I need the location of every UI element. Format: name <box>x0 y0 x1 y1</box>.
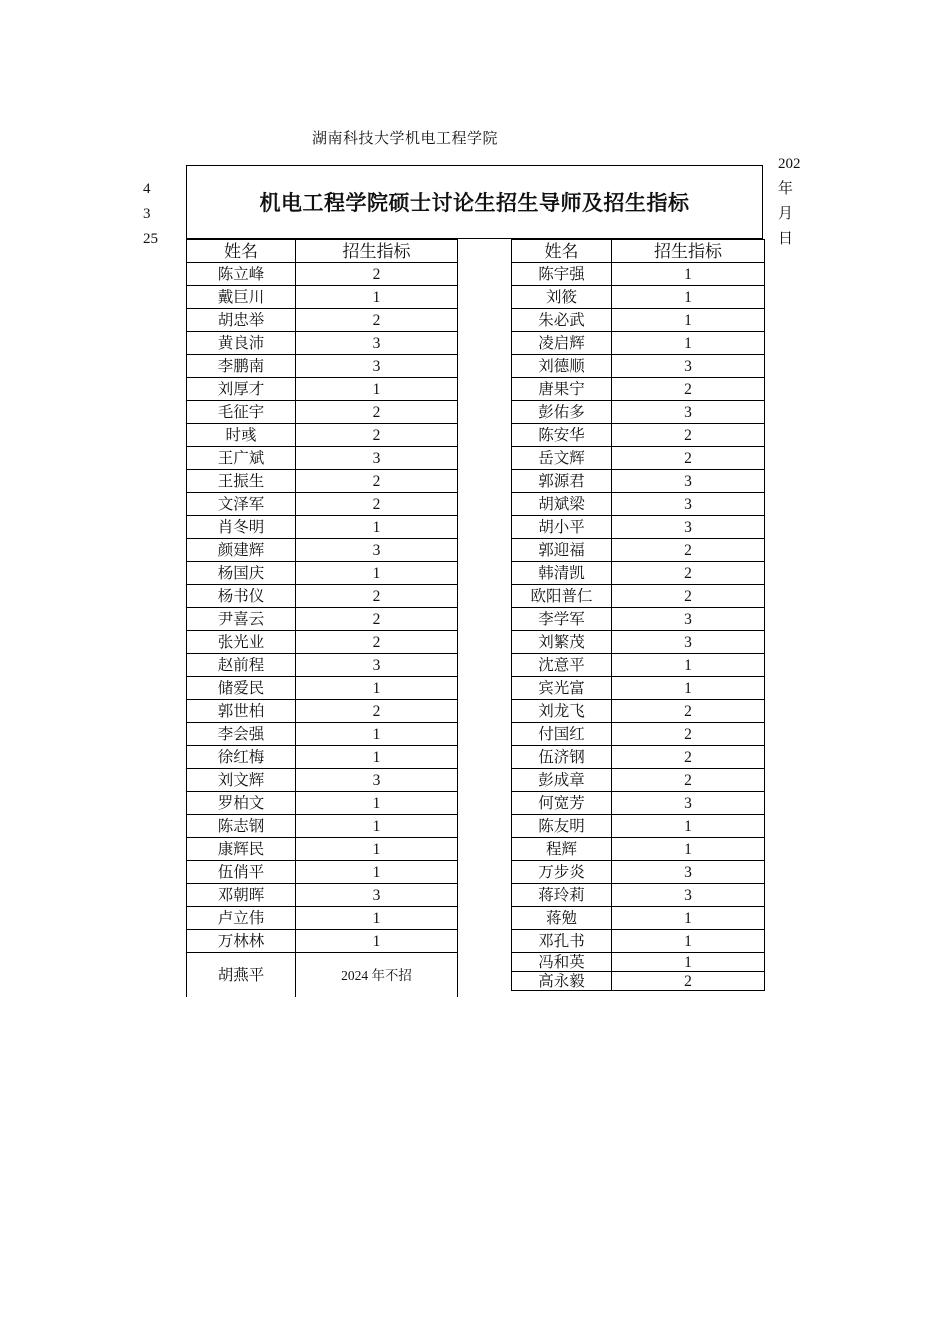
supervisor-name: 李会强 <box>187 723 296 746</box>
table-row <box>512 424 765 447</box>
enrollment-quota: 2 <box>296 700 458 723</box>
date-fragment-right <box>778 152 801 252</box>
left-table-body <box>187 263 458 998</box>
table-row <box>512 286 765 309</box>
table-row <box>512 700 765 723</box>
table-row <box>512 562 765 585</box>
document-title: 机电工程学院硕士讨论生招生导师及招生指标 <box>259 191 690 215</box>
date-fragment: 月 <box>778 206 794 222</box>
table-row <box>512 516 765 539</box>
supervisor-name: 陈宇强 <box>512 263 612 286</box>
supervisor-name: 万步炎 <box>512 861 612 884</box>
enrollment-quota: 1 <box>296 677 458 700</box>
enrollment-quota: 1 <box>612 286 765 309</box>
supervisor-name: 邓孔书 <box>512 930 612 953</box>
table-row <box>187 631 458 654</box>
enrollment-quota: 1 <box>296 562 458 585</box>
supervisor-name: 刘繁茂 <box>512 631 612 654</box>
supervisor-name: 伍济钢 <box>512 746 612 769</box>
table-row <box>187 907 458 930</box>
supervisor-name: 凌启辉 <box>512 332 612 355</box>
table-row <box>187 746 458 769</box>
supervisor-name: 康辉民 <box>187 838 296 861</box>
table-row <box>512 585 765 608</box>
supervisor-name: 岳文辉 <box>512 447 612 470</box>
enrollment-quota: 2 <box>612 447 765 470</box>
right-supervisor-table <box>511 239 765 991</box>
supervisor-name: 冯和英 <box>512 953 612 972</box>
table-row <box>512 378 765 401</box>
supervisor-name: 蒋玲莉 <box>512 884 612 907</box>
supervisor-name: 刘文辉 <box>187 769 296 792</box>
enrollment-quota: 3 <box>296 447 458 470</box>
supervisor-name: 陈安华 <box>512 424 612 447</box>
enrollment-quota: 1 <box>296 815 458 838</box>
supervisor-name: 杨书仪 <box>187 585 296 608</box>
enrollment-quota: 2 <box>612 723 765 746</box>
enrollment-quota: 1 <box>612 953 765 972</box>
supervisor-name: 黄良沛 <box>187 332 296 355</box>
supervisor-name: 徐红梅 <box>187 746 296 769</box>
table-row <box>187 539 458 562</box>
supervisor-name: 唐果宁 <box>512 378 612 401</box>
date-fragment: 25 <box>143 231 158 247</box>
table-row <box>187 447 458 470</box>
table-row <box>187 953 458 998</box>
supervisor-name: 储爱民 <box>187 677 296 700</box>
enrollment-quota: 3 <box>296 332 458 355</box>
enrollment-quota: 1 <box>296 838 458 861</box>
enrollment-quota: 2 <box>612 562 765 585</box>
enrollment-quota: 1 <box>296 861 458 884</box>
enrollment-quota: 1 <box>612 263 765 286</box>
table-row <box>512 792 765 815</box>
supervisor-name: 欧阳普仁 <box>512 585 612 608</box>
table-row <box>187 470 458 493</box>
enrollment-quota: 1 <box>296 746 458 769</box>
enrollment-quota: 3 <box>296 355 458 378</box>
supervisor-name: 卢立伟 <box>187 907 296 930</box>
supervisor-name: 尹喜云 <box>187 608 296 631</box>
column-header-name: 姓名 <box>512 240 612 263</box>
date-fragment: 202 <box>778 156 801 172</box>
enrollment-quota: 2 <box>612 972 765 991</box>
supervisor-name: 蒋勉 <box>512 907 612 930</box>
enrollment-quota: 2 <box>612 769 765 792</box>
enrollment-quota: 2 <box>612 746 765 769</box>
enrollment-quota: 1 <box>612 654 765 677</box>
table-row <box>187 861 458 884</box>
enrollment-quota: 3 <box>612 608 765 631</box>
enrollment-quota: 3 <box>612 861 765 884</box>
date-fragment: 4 <box>143 181 151 197</box>
supervisor-name: 陈志钢 <box>187 815 296 838</box>
table-row <box>187 723 458 746</box>
table-row <box>187 401 458 424</box>
supervisor-name: 万林林 <box>187 930 296 953</box>
supervisor-name: 高永毅 <box>512 972 612 991</box>
supervisor-name: 李鹏南 <box>187 355 296 378</box>
table-row <box>187 700 458 723</box>
supervisor-name: 胡忠举 <box>187 309 296 332</box>
table-row <box>187 769 458 792</box>
table-row <box>512 401 765 424</box>
enrollment-quota: 2024 年不招 <box>296 953 458 998</box>
supervisor-name: 文泽军 <box>187 493 296 516</box>
date-fragment: 日 <box>778 231 794 247</box>
table-row <box>512 769 765 792</box>
table-row <box>512 470 765 493</box>
table-row <box>512 723 765 746</box>
supervisor-name: 郭源君 <box>512 470 612 493</box>
enrollment-quota: 1 <box>612 930 765 953</box>
enrollment-quota: 3 <box>612 401 765 424</box>
supervisor-name: 刘筱 <box>512 286 612 309</box>
table-row <box>187 677 458 700</box>
enrollment-quota: 1 <box>612 815 765 838</box>
table-row <box>187 263 458 286</box>
supervisor-name: 付国红 <box>512 723 612 746</box>
table-row <box>512 309 765 332</box>
enrollment-quota: 2 <box>296 263 458 286</box>
table-row <box>512 884 765 907</box>
left-supervisor-table <box>186 239 458 997</box>
table-row <box>512 907 765 930</box>
supervisor-name: 邓朝晖 <box>187 884 296 907</box>
supervisor-name: 李学军 <box>512 608 612 631</box>
enrollment-quota: 3 <box>296 539 458 562</box>
table-row <box>187 930 458 953</box>
supervisor-name: 赵前程 <box>187 654 296 677</box>
table-row <box>187 378 458 401</box>
supervisor-name: 王振生 <box>187 470 296 493</box>
table-row <box>512 263 765 286</box>
enrollment-quota: 2 <box>612 378 765 401</box>
supervisor-name: 陈友明 <box>512 815 612 838</box>
supervisor-name: 刘厚才 <box>187 378 296 401</box>
enrollment-quota: 1 <box>612 677 765 700</box>
enrollment-quota: 2 <box>296 424 458 447</box>
table-row <box>512 447 765 470</box>
table-row <box>512 539 765 562</box>
supervisor-name: 胡斌梁 <box>512 493 612 516</box>
table-row <box>512 493 765 516</box>
enrollment-quota: 1 <box>296 286 458 309</box>
table-row <box>512 631 765 654</box>
enrollment-quota: 3 <box>296 884 458 907</box>
enrollment-quota: 1 <box>296 930 458 953</box>
supervisor-name: 胡燕平 <box>187 953 296 998</box>
enrollment-quota: 3 <box>612 884 765 907</box>
supervisor-name: 颜建辉 <box>187 539 296 562</box>
table-row <box>187 286 458 309</box>
table-row <box>512 972 765 991</box>
enrollment-quota: 3 <box>296 654 458 677</box>
supervisor-name: 朱必武 <box>512 309 612 332</box>
enrollment-quota: 2 <box>296 631 458 654</box>
table-row <box>187 332 458 355</box>
enrollment-quota: 2 <box>612 424 765 447</box>
table-row <box>187 562 458 585</box>
enrollment-quota: 1 <box>296 378 458 401</box>
table-row <box>512 332 765 355</box>
table-row <box>512 861 765 884</box>
enrollment-quota: 1 <box>612 309 765 332</box>
date-fragment-left <box>143 177 158 252</box>
enrollment-quota: 1 <box>296 723 458 746</box>
enrollment-quota: 3 <box>612 631 765 654</box>
date-fragment: 年 <box>778 181 794 197</box>
column-header-quota: 招生指标 <box>296 240 458 263</box>
supervisor-name: 杨国庆 <box>187 562 296 585</box>
table-row <box>187 815 458 838</box>
enrollment-quota: 2 <box>296 493 458 516</box>
enrollment-quota: 2 <box>296 309 458 332</box>
table-row <box>187 838 458 861</box>
table-row <box>512 930 765 953</box>
table-row <box>187 493 458 516</box>
enrollment-quota: 2 <box>296 401 458 424</box>
enrollment-quota: 3 <box>612 470 765 493</box>
enrollment-quota: 2 <box>612 539 765 562</box>
table-row <box>512 953 765 972</box>
enrollment-quota: 3 <box>612 493 765 516</box>
enrollment-quota: 1 <box>612 907 765 930</box>
enrollment-quota: 3 <box>612 792 765 815</box>
table-row <box>187 654 458 677</box>
table-row <box>187 792 458 815</box>
organization-header: 湖南科技大学机电工程学院 <box>312 131 499 147</box>
supervisor-name: 刘龙飞 <box>512 700 612 723</box>
supervisor-name: 张光业 <box>187 631 296 654</box>
enrollment-quota: 2 <box>296 470 458 493</box>
table-row <box>187 585 458 608</box>
supervisor-name: 陈立峰 <box>187 263 296 286</box>
supervisor-name: 毛征宇 <box>187 401 296 424</box>
supervisor-name: 胡小平 <box>512 516 612 539</box>
supervisor-name: 韩清凯 <box>512 562 612 585</box>
supervisor-name: 沈意平 <box>512 654 612 677</box>
table-row <box>187 309 458 332</box>
table-row <box>512 608 765 631</box>
table-row <box>187 608 458 631</box>
enrollment-quota: 1 <box>612 838 765 861</box>
table-header-row <box>187 240 458 263</box>
enrollment-quota: 3 <box>612 355 765 378</box>
supervisor-name: 程辉 <box>512 838 612 861</box>
table-row <box>512 746 765 769</box>
supervisor-name: 彭成章 <box>512 769 612 792</box>
enrollment-quota: 2 <box>612 700 765 723</box>
supervisor-name: 刘德顺 <box>512 355 612 378</box>
supervisor-name: 罗柏文 <box>187 792 296 815</box>
table-row <box>512 677 765 700</box>
supervisor-name: 时彧 <box>187 424 296 447</box>
enrollment-quota: 3 <box>296 769 458 792</box>
supervisor-name: 郭世柏 <box>187 700 296 723</box>
column-header-name: 姓名 <box>187 240 296 263</box>
table-row <box>187 516 458 539</box>
supervisor-name: 宾光富 <box>512 677 612 700</box>
title-box <box>186 165 763 239</box>
enrollment-quota: 2 <box>296 608 458 631</box>
supervisor-name: 王广斌 <box>187 447 296 470</box>
table-row <box>512 838 765 861</box>
table-row <box>512 654 765 677</box>
supervisor-name: 何宽芳 <box>512 792 612 815</box>
table-row <box>187 424 458 447</box>
enrollment-quota: 1 <box>612 332 765 355</box>
enrollment-quota: 2 <box>612 585 765 608</box>
table-row <box>187 355 458 378</box>
enrollment-quota: 2 <box>296 585 458 608</box>
right-table-body <box>512 263 765 991</box>
enrollment-quota: 1 <box>296 907 458 930</box>
table-header-row <box>512 240 765 263</box>
supervisor-name: 戴巨川 <box>187 286 296 309</box>
enrollment-quota: 3 <box>612 516 765 539</box>
table-row <box>512 815 765 838</box>
supervisor-name: 彭佑多 <box>512 401 612 424</box>
supervisor-name: 伍俏平 <box>187 861 296 884</box>
table-row <box>512 355 765 378</box>
table-row <box>187 884 458 907</box>
supervisor-name: 肖冬明 <box>187 516 296 539</box>
date-fragment: 3 <box>143 206 151 222</box>
enrollment-quota: 1 <box>296 516 458 539</box>
column-header-quota: 招生指标 <box>612 240 765 263</box>
supervisor-name: 郭迎福 <box>512 539 612 562</box>
enrollment-quota: 1 <box>296 792 458 815</box>
